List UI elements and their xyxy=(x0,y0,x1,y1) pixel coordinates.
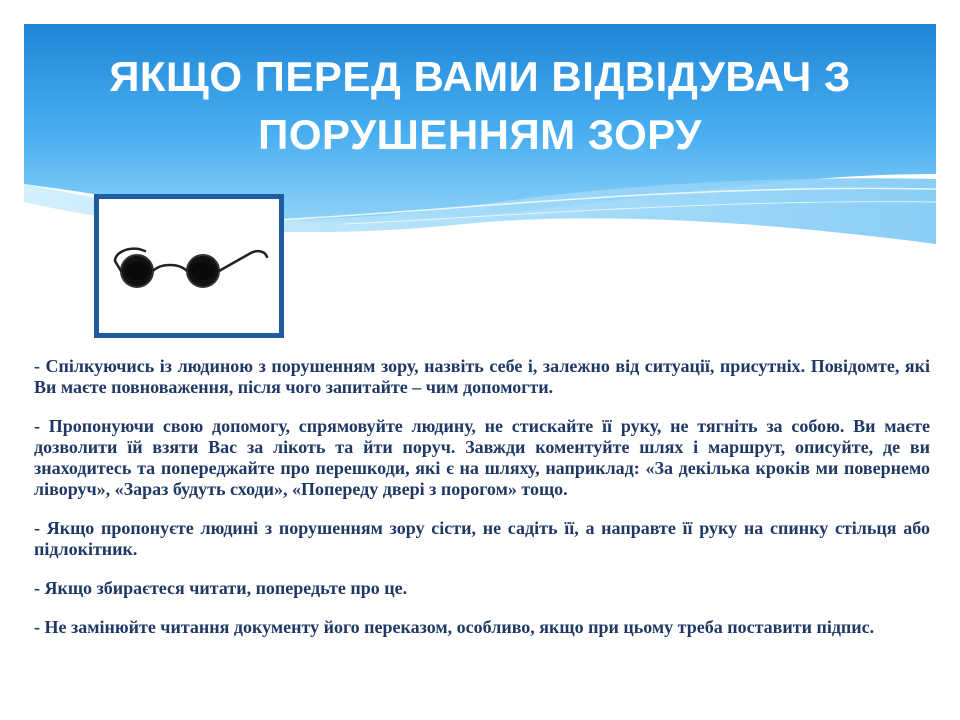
guideline-paragraph: - Спілкуючись із людиною з порушенням зору, назвіть себе і, залежно від ситуації, присутніх. Повідомте, які Ви маєте повноваження, після чого запитайте – чим допомогти. xyxy=(34,356,930,397)
guideline-paragraph: - Якщо пропонуєте людині з порушенням зору сісти, не садіть її, а направте її руку на спинку стільця або підлокітник. xyxy=(34,518,930,559)
guideline-paragraph: - Не замінюйте читання документу його переказом, особливо, якщо при цьому треба поставити підпис. xyxy=(34,617,875,637)
slide-title: ЯКЩО ПЕРЕД ВАМИ ВІДВІДУВАЧ З ПОРУШЕННЯМ ЗОРУ xyxy=(109,53,851,158)
guideline-paragraph: - Якщо збираєтеся читати, попередьте про це. xyxy=(34,578,408,598)
guidelines-text xyxy=(34,356,930,656)
guideline-paragraph: - Пропонуючи свою допомогу, спрямовуйте людину, не стискайте її руку, не тягніть за собою. Ви маєте дозволити їй взяти Вас за лікоть та йти поруч. Завжди коментуйте шлях і маршрут, описуйте, де ви знаходитесь та попереджайте про перешкоди, які є на шляху, наприклад: «За декілька кроків ми повернемо ліворуч», «Зараз будуть сходи», «Попереду двері з порогом» тощо. xyxy=(34,416,930,499)
visual-impairment-sign xyxy=(94,194,284,338)
blind-glasses-icon xyxy=(99,199,279,333)
